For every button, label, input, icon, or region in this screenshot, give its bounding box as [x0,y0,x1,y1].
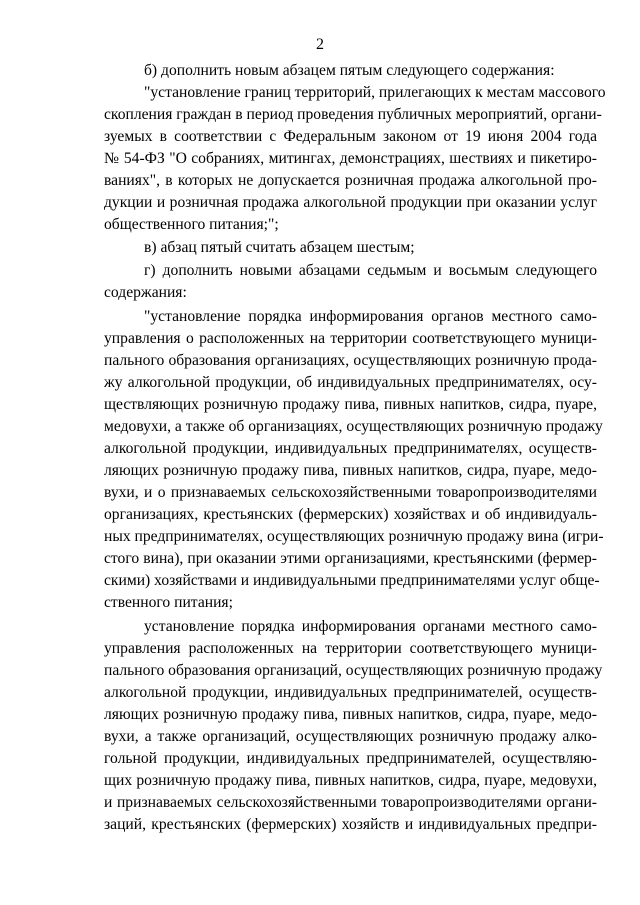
text-line: "установление порядка информирования органов местного само- [144,308,597,325]
text-line: заций, крестьянских (фермерских) хозяйств и индивидуальных предпри- [104,816,597,833]
text-line: пального образования организаций, осуществляющих розничную продажу [104,662,603,679]
text-line: алкогольной продукции, индивидуальных предпринимателях, осуществ- [104,440,597,457]
text-line: организациях, крестьянских (фермерских) хозяйствах и об индивидуаль- [104,506,597,523]
text-line: б) дополнить новым абзацем пятым следующего содержания: [144,62,555,79]
text-line: вухи, и о признаваемых сельскохозяйственными товаропроизводителями [104,484,597,501]
text-line: ваниях", в которых не допускается розничная продажа алкогольной про- [104,172,597,189]
text-line: стого вина), при оказании этими организациями, крестьянскими (фермер- [104,550,597,567]
text-line: г) дополнить новыми абзацами седьмым и восьмым следующего [144,262,597,279]
text-line: медовухи, а также об организациях, осуществляющих розничную продажу [104,418,603,435]
text-line: содержания: [104,284,187,301]
text-line: ляющих розничную продажу пива, пивных напитков, сидра, пуаре, медо- [104,706,597,723]
text-line: гольной продукции, индивидуальных предпринимателей, осуществляю- [104,750,597,767]
text-line: управления расположенных на территории соответствующего муници- [104,640,597,657]
text-line: вухи, а также организаций, осуществляющих розничную продажу алко- [104,728,597,745]
text-line: управления о расположенных на территории соответствующего муници- [104,330,597,347]
text-line: ляющих розничную продажу пива, пивных напитков, сидра, пуаре, медо- [104,462,597,479]
text-line: "установление границ территорий, прилегающих к местам массового [144,84,606,101]
text-line: скопления граждан в период проведения публичных мероприятий, органи- [104,106,602,123]
text-line: ных предпринимателях, осуществляющих розничную продажу вина (игри- [104,528,604,545]
text-line: и признаваемых сельскохозяйственными товаропроизводителями органи- [104,794,597,811]
text-line: установление порядка информирования органами местного само- [144,618,597,635]
text-line: пального образования организациях, осуществляющих розничную прода- [104,352,597,369]
page-number: 2 [316,36,324,53]
text-line: алкогольной продукции, индивидуальных предпринимателей, осуществ- [104,684,597,701]
text-line: щих розничную продажу пива, пивных напитков, сидра, пуаре, медовухи, [104,772,597,789]
text-line: зуемых в соответствии с Федеральным законом от 19 июня 2004 года [104,128,597,145]
text-line: ственного питания; [104,594,233,611]
text-line: в) абзац пятый считать абзацем шестым; [144,239,415,256]
text-line: ществляющих розничную продажу пива, пивных напитков, сидра, пуаре, [104,396,597,413]
text-line: № 54-ФЗ "О собраниях, митингах, демонстрациях, шествиях и пикетиро- [104,150,597,167]
text-line: дукции и розничная продажа алкогольной продукции при оказании услуг [104,194,597,211]
text-line: жу алкогольной продукции, об индивидуальных предпринимателях, осу- [104,374,597,391]
text-line: общественного питания;"; [104,216,279,233]
text-line: скими) хозяйствами и индивидуальными предпринимателями услуг обще- [104,572,600,589]
